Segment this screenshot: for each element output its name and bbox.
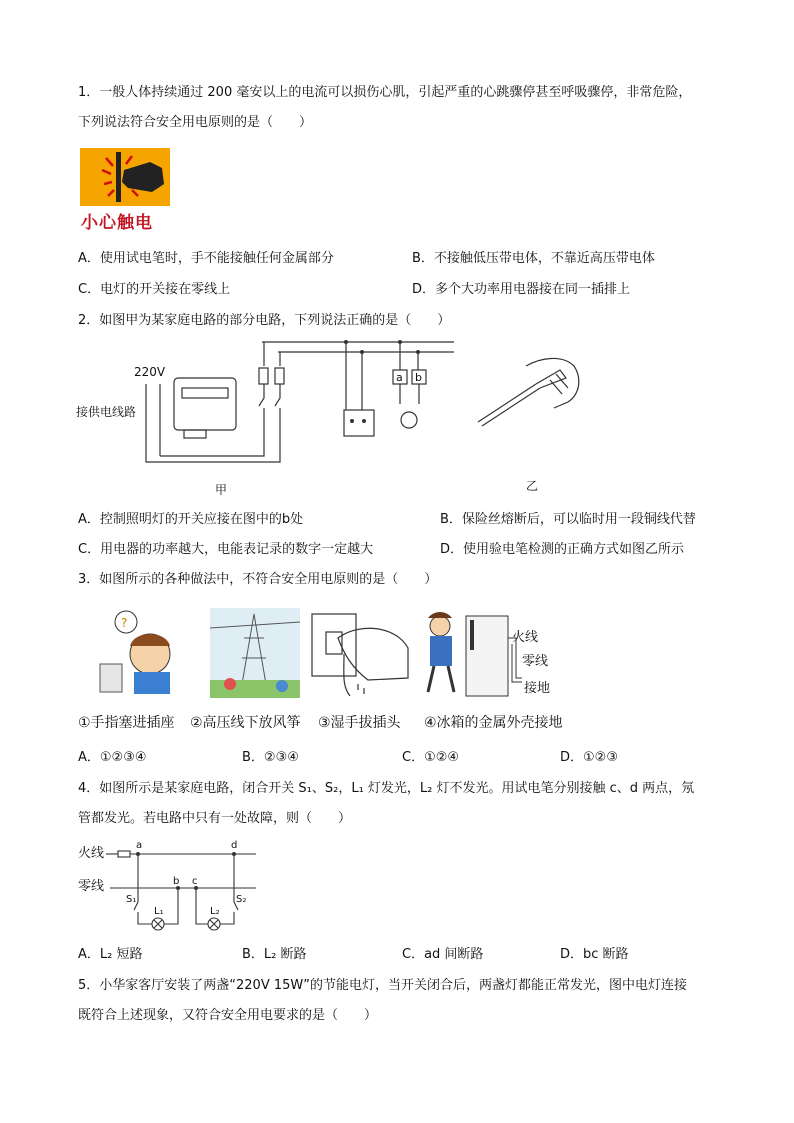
q3-caption-1: ①手指塞进插座 bbox=[78, 715, 175, 731]
q3-image-finger-socket bbox=[94, 606, 194, 698]
kite-power-line-illustration bbox=[210, 608, 300, 698]
q4-switch-s1: S₁ bbox=[126, 894, 137, 905]
fridge-ground-illustration bbox=[418, 608, 568, 700]
shock-hand-icon bbox=[80, 148, 170, 206]
q4-circuit-diagram bbox=[76, 836, 276, 936]
q2-figure-jia-label: 甲 bbox=[215, 483, 228, 497]
q1-option-b[interactable]: B．不接触低压带电体，不靠近高压带电体 bbox=[412, 251, 655, 266]
q3-option-d[interactable]: D．①②③ bbox=[560, 750, 618, 765]
q3-caption-2: ②高压线下放风筝 bbox=[190, 715, 301, 731]
q4-point-b: b bbox=[173, 876, 180, 887]
warning-sign-panel bbox=[80, 148, 170, 206]
q1-stem-line2: 下列说法符合安全用电原则的是（ ） bbox=[78, 115, 313, 130]
q3-image-wet-hand-plug bbox=[304, 608, 412, 700]
q4-lamp-l1: L₁ bbox=[154, 906, 164, 917]
q3-image-kite-power-line bbox=[210, 608, 300, 698]
q3-stem: 3．如图所示的各种做法中，不符合安全用电原则的是（ ） bbox=[78, 572, 438, 587]
q2-point-b: b bbox=[415, 371, 422, 384]
q2-option-b[interactable]: B．保险丝熔断后，可以临时用一段铜线代替 bbox=[440, 512, 696, 527]
q3-option-c[interactable]: C．①②④ bbox=[402, 750, 460, 765]
q4-switch-s2: S₂ bbox=[236, 894, 247, 905]
q3-caption-4: ④冰箱的金属外壳接地 bbox=[424, 715, 563, 731]
q2-option-a[interactable]: A．控制照明灯的开关应接在图中的b处 bbox=[78, 512, 304, 527]
q4-option-a[interactable]: A．L₂ 短路 bbox=[78, 947, 143, 962]
q4-neutral-line-label: 零线 bbox=[78, 879, 105, 894]
q4-point-a: a bbox=[136, 840, 143, 851]
q4-option-b[interactable]: B．L₂ 断路 bbox=[242, 947, 307, 962]
q2-point-a: a bbox=[396, 371, 403, 384]
warning-sign-text: 小心触电 bbox=[81, 213, 153, 233]
q1-option-c[interactable]: C．电灯的开关接在零线上 bbox=[78, 282, 231, 297]
child-socket-illustration bbox=[94, 606, 194, 698]
q4-lamp-l2: L₂ bbox=[210, 906, 220, 917]
q2-circuit-diagram bbox=[74, 336, 474, 506]
q4-point-c: c bbox=[192, 876, 198, 887]
q4-fire-line-label: 火线 bbox=[78, 846, 105, 861]
q4-stem-line2: 管都发光。若电路中只有一处故障，则（ ） bbox=[78, 811, 352, 826]
svg-text:?: ? bbox=[121, 616, 128, 630]
q3-fire-line-label: 火线 bbox=[512, 630, 539, 645]
q2-stem: 2．如图甲为某家庭电路的部分电路，下列说法正确的是（ ） bbox=[78, 313, 451, 328]
q2-option-d[interactable]: D．使用验电笔检测的正确方式如图乙所示 bbox=[440, 542, 685, 557]
q4-stem-line1: 4．如图所示是某家庭电路，闭合开关 S₁、S₂，L₁ 灯发光，L₂ 灯不发光。用试电笔分别接触 c、d 两点，氖 bbox=[78, 781, 695, 796]
wet-hand-plug-illustration bbox=[304, 608, 412, 700]
q2-figure-yi-label: 乙 bbox=[526, 479, 539, 493]
q4-option-d[interactable]: D．bc 断路 bbox=[560, 947, 629, 962]
q3-caption-3: ③湿手拔插头 bbox=[318, 715, 401, 731]
q3-neutral-line-label: 零线 bbox=[522, 654, 549, 669]
q4-circuit-figure bbox=[76, 836, 276, 936]
q1-option-a[interactable]: A．使用试电笔时，手不能接触任何金属部分 bbox=[78, 251, 334, 266]
q2-option-c[interactable]: C．用电器的功率越大，电能表记录的数字一定越大 bbox=[78, 542, 374, 557]
q2-household-circuit-figure bbox=[74, 336, 474, 506]
q1-option-d[interactable]: D．多个大功率用电器接在同一插排上 bbox=[412, 282, 631, 297]
q3-ground-label: 接地 bbox=[524, 681, 551, 696]
q5-stem-line2: 既符合上述现象，又符合安全用电要求的是（ ） bbox=[78, 1008, 378, 1023]
q3-option-a[interactable]: A．①②③④ bbox=[78, 750, 147, 765]
electric-shock-warning-sign bbox=[80, 148, 170, 234]
q3-option-b[interactable]: B．②③④ bbox=[242, 750, 299, 765]
q1-stem-line1: 1．一般人体持续通过 200 毫安以上的电流可以损伤心肌，引起严重的心跳骤停甚至呼吸骤停，非常危险， bbox=[78, 85, 692, 100]
q2-voltage-label: 220V bbox=[134, 365, 166, 379]
q5-stem-line1: 5．小华家客厅安装了两盏“220V 15W”的节能电灯，当开关闭合后，两盏灯都能正常发光，图中电灯连接 bbox=[78, 978, 687, 993]
q2-supply-label: 接供电线路 bbox=[76, 405, 137, 419]
q4-option-c[interactable]: C．ad 间断路 bbox=[402, 947, 484, 962]
q4-point-d: d bbox=[231, 840, 238, 851]
q2-test-pen-figure bbox=[470, 350, 600, 496]
q3-image-fridge-ground bbox=[418, 608, 568, 700]
test-pen-hand-icon bbox=[470, 350, 600, 496]
